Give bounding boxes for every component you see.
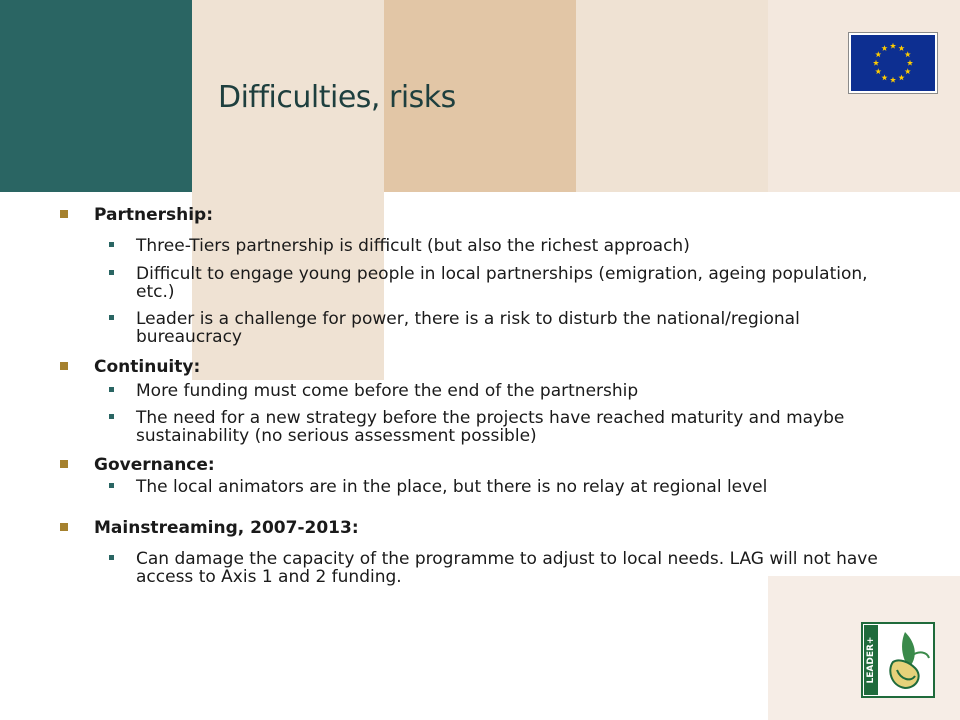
bullet-text: Three-Tiers partnership is difficult (but also the richest approach) xyxy=(136,236,690,256)
bullet-marker xyxy=(109,270,114,275)
eu-star-icon xyxy=(890,77,896,83)
eu-star-icon xyxy=(890,43,896,49)
leader-logo-text: LEADER+ xyxy=(866,636,876,684)
bullet-text: Leader is a challenge for power, there is a risk to disturb the national/regional bureaucracy xyxy=(136,309,800,347)
section-bullet-partnership xyxy=(60,210,68,218)
eu-star-icon xyxy=(905,68,911,74)
eu-star-icon xyxy=(873,60,879,66)
bullet-marker xyxy=(109,555,114,560)
slide-title: Difficulties, risks xyxy=(218,80,456,115)
eu-star-icon xyxy=(898,45,904,51)
section-bullet-governance xyxy=(60,460,68,468)
section-heading-partnership: Partnership: xyxy=(94,205,214,225)
section-heading-mainstreaming: Mainstreaming, 2007-2013: xyxy=(94,518,359,538)
eu-flag-icon xyxy=(849,33,937,93)
header-band-light xyxy=(768,0,960,192)
eu-flag-stars xyxy=(851,35,935,91)
bullet-text: The local animators are in the place, but there is no relay at regional level xyxy=(136,477,768,497)
eu-star-icon xyxy=(881,45,887,51)
bullet-text: More funding must come before the end of the partnership xyxy=(136,381,639,401)
bullet-text: Difficult to engage young people in local partnerships (emigration, ageing population, etc.) xyxy=(136,264,868,302)
bullet-text: Can damage the capacity of the programme to adjust to local needs. LAG will not have access to Axis 1 and 2 funding. xyxy=(136,549,878,587)
eu-star-icon xyxy=(881,75,887,81)
bullet-marker xyxy=(109,483,114,488)
eu-star-icon xyxy=(898,75,904,81)
bullet-marker xyxy=(109,315,114,320)
eu-star-icon xyxy=(875,51,881,57)
section-bullet-continuity xyxy=(60,362,68,370)
header-band-teal xyxy=(0,0,192,192)
leader-plus-logo xyxy=(861,622,935,698)
eu-star-icon xyxy=(905,51,911,57)
section-heading-governance: Governance: xyxy=(94,455,215,475)
section-heading-continuity: Continuity: xyxy=(94,357,201,377)
section-bullet-mainstreaming xyxy=(60,523,68,531)
eu-star-icon xyxy=(875,68,881,74)
bullet-marker xyxy=(109,387,114,392)
eu-star-icon xyxy=(907,60,913,66)
bullet-marker xyxy=(109,242,114,247)
bullet-marker xyxy=(109,414,114,419)
bullet-text: The need for a new strategy before the projects have reached maturity and maybe sustainability (no serious assessment possible) xyxy=(136,408,845,446)
header-band-beige xyxy=(576,0,768,192)
